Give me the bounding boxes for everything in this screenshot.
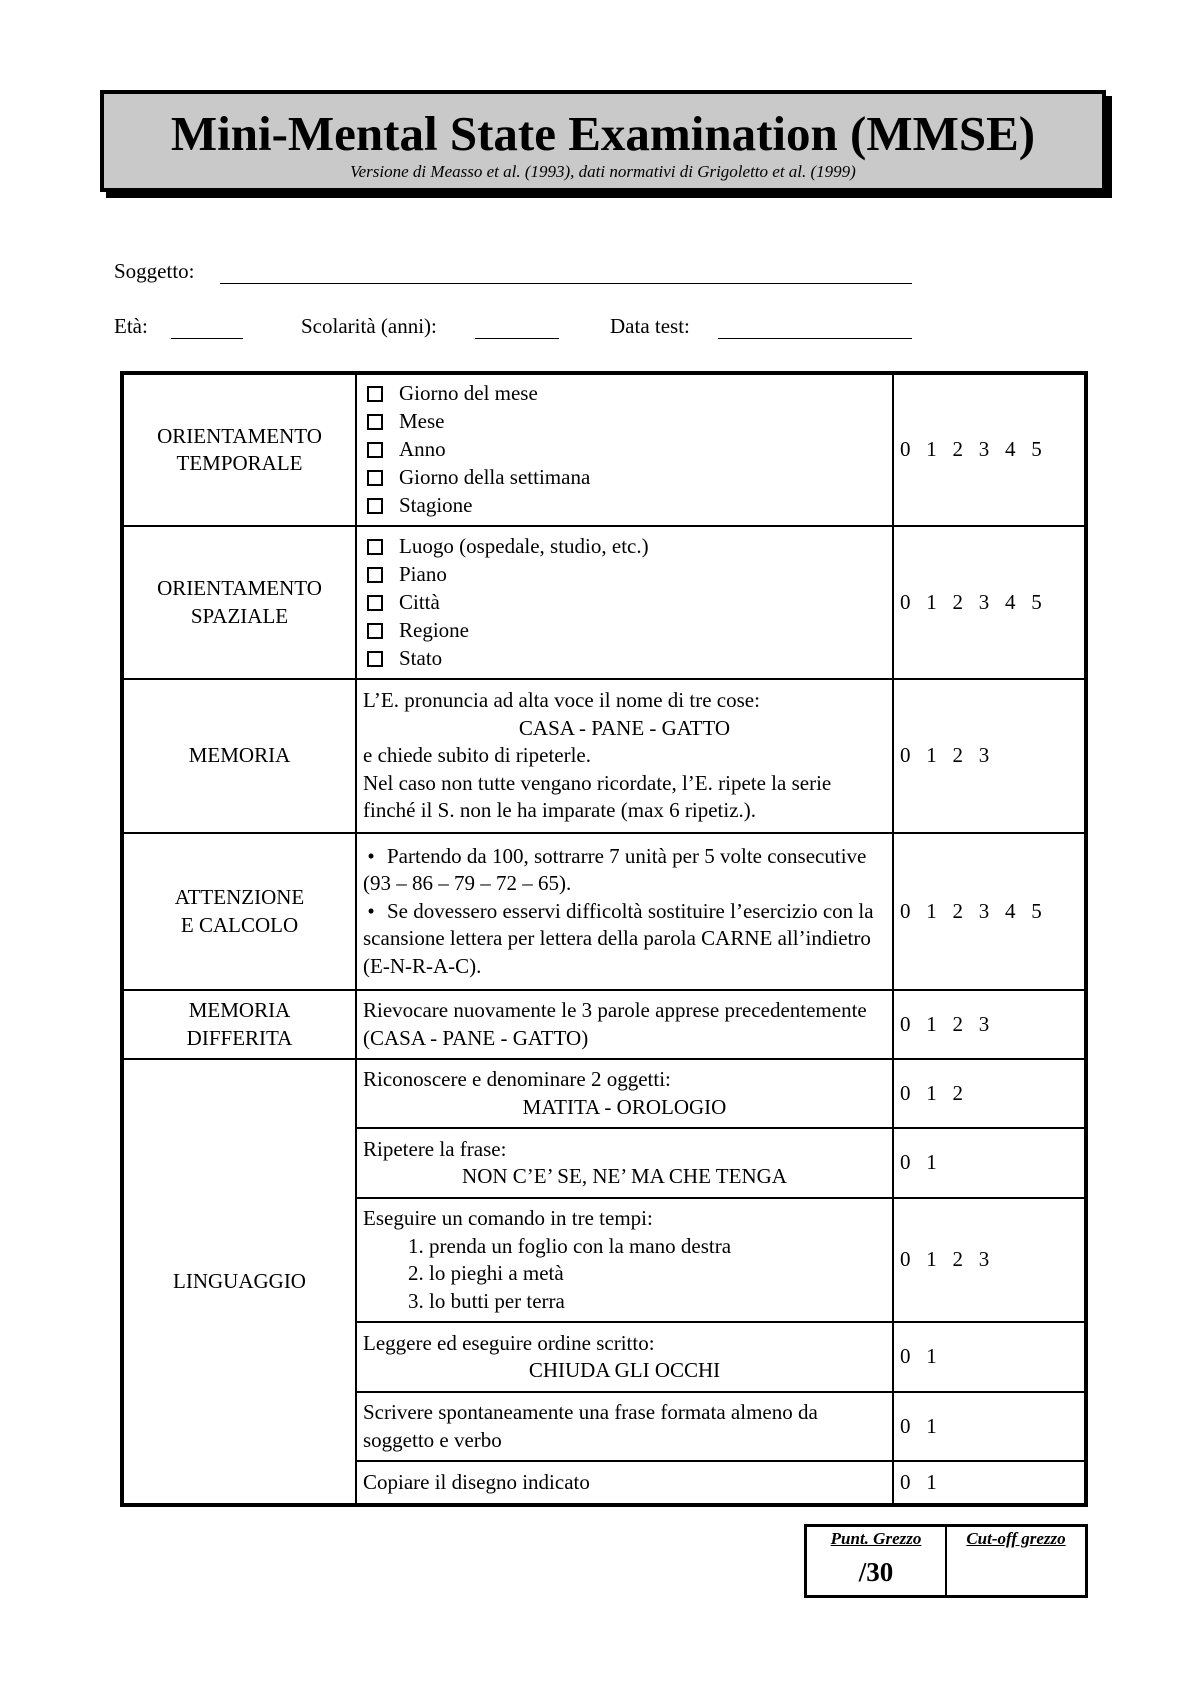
row-orientamento-spaziale [122, 526, 1086, 679]
description-cell [356, 373, 893, 526]
soggetto-field[interactable] [220, 283, 912, 284]
category-label: DIFFERITA [186, 1025, 293, 1050]
page-subtitle: Versione di Measso et al. (1993), dati normativi di Grigoletto et al. (1999) [350, 162, 856, 181]
stimulus-phrase: NON C’E’ SE, NE’ MA CHE TENGA [462, 1164, 787, 1188]
bullet-item [363, 898, 886, 981]
score-options[interactable]: 0 1 [893, 1322, 1086, 1392]
instruction-text: Leggere ed eseguire ordine scritto: [363, 1330, 655, 1355]
bullet-icon: • [367, 843, 375, 868]
row-memoria [122, 679, 1086, 833]
category-label: LINGUAGGIO [173, 1268, 306, 1293]
raw-score-value: /30 [858, 1557, 894, 1587]
checklist-item [363, 645, 886, 673]
checkbox[interactable] [367, 498, 383, 514]
checklist-item [363, 408, 886, 436]
checkbox[interactable] [367, 595, 383, 611]
row-orientamento-temporale [122, 373, 1086, 526]
score-options[interactable]: 0 1 2 3 [893, 1198, 1086, 1322]
score-options[interactable]: 0 1 2 3 4 5 [893, 373, 1086, 526]
stimulus-phrase: CHIUDA GLI OCCHI [528, 1358, 721, 1382]
checkbox[interactable] [367, 470, 383, 486]
checkbox[interactable] [367, 414, 383, 430]
description-cell: Scrivere spontaneamente una frase formata almeno da soggetto e verbo [356, 1392, 893, 1461]
stimulus-words: CASA - PANE - GATTO [518, 715, 731, 740]
checkbox[interactable] [367, 442, 383, 458]
checklist-item-label: Mese [399, 409, 445, 434]
raw-score-label: Punt. Grezzo [830, 1529, 922, 1548]
instruction-text: L’E. pronuncia ad alta voce il nome di tre cose: [363, 688, 760, 713]
score-options[interactable]: 0 1 [893, 1461, 1086, 1505]
description-cell [356, 1322, 893, 1392]
description-cell [356, 1128, 893, 1198]
mmse-table [120, 371, 1088, 1507]
checkbox[interactable] [367, 623, 383, 639]
checklist-item [363, 533, 886, 561]
category-label: TEMPORALE [176, 451, 303, 475]
category-cell [122, 833, 356, 990]
bullet-icon: • [367, 898, 375, 923]
score-options[interactable]: 0 1 2 3 [893, 679, 1086, 833]
bullet-item [363, 843, 886, 898]
numbered-step: 1. prenda un foglio con la mano destra [408, 1233, 732, 1258]
soggetto-label: Soggetto: [114, 259, 195, 283]
checklist-item-label: Regione [399, 617, 469, 642]
checkbox[interactable] [367, 386, 383, 402]
bullet-item-text: Partendo da 100, sottrarre 7 unità per 5 volte consecutive (93 – 86 – 79 – 72 – 65). [363, 843, 867, 896]
score-options[interactable]: 0 1 2 3 4 5 [893, 526, 1086, 679]
data-test-label: Data test: [610, 314, 690, 338]
description-cell [356, 526, 893, 679]
cutoff-cell[interactable] [946, 1526, 1087, 1597]
score-options[interactable]: 0 1 [893, 1128, 1086, 1198]
stimulus-words: MATITA - OROLOGIO [522, 1094, 727, 1119]
row-attenzione-calcolo [122, 833, 1086, 990]
eta-label: Età: [114, 314, 148, 338]
numbered-step: 2. lo pieghi a metà [408, 1261, 564, 1285]
scolarita-field[interactable] [475, 338, 559, 339]
checklist-item-label: Luogo (ospedale, studio, etc.) [399, 533, 649, 558]
numbered-step: 3. lo butti per terra [408, 1288, 565, 1313]
description-cell: Copiare il disegno indicato [356, 1461, 893, 1505]
description-cell: Rievocare nuovamente le 3 parole apprese precedentemente (CASA - PANE - GATTO) [356, 990, 893, 1059]
checklist-item [363, 492, 886, 520]
category-cell [122, 526, 356, 679]
checklist-item-label: Anno [399, 437, 446, 462]
score-options[interactable]: 0 1 2 [893, 1059, 1086, 1128]
category-label: SPAZIALE [190, 603, 289, 628]
description-cell [356, 679, 893, 833]
row-memoria-differita [122, 990, 1086, 1059]
checklist-item [363, 561, 886, 589]
page-title: Mini-Mental State Examination (MMSE) [170, 106, 1036, 161]
instruction-text: e chiede subito di ripeterle. [363, 743, 591, 768]
scolarita-label: Scolarità (anni): [301, 314, 437, 338]
cutoff-label: Cut-off grezzo [966, 1529, 1066, 1548]
score-options[interactable]: 0 1 [893, 1392, 1086, 1461]
description-cell [356, 1198, 893, 1322]
checkbox[interactable] [367, 539, 383, 555]
row-linguaggio-denominare [122, 1059, 1086, 1128]
checklist-item-label: Giorno del mese [399, 381, 538, 406]
checklist-item-label: Stagione [399, 493, 473, 518]
category-label: MEMORIA [188, 998, 291, 1022]
category-label: ATTENZIONE [174, 885, 305, 909]
category-cell [122, 679, 356, 833]
instruction-text: Nel caso non tutte vengano ricordate, l’E. ripete la serie finché il S. non le ha imparate (max 6 ripetiz.). [363, 770, 832, 823]
checklist-item [363, 617, 886, 645]
instruction-text: Eseguire un comando in tre tempi: [363, 1206, 653, 1230]
checklist-item [363, 589, 886, 617]
checklist-item-label: Piano [399, 561, 447, 586]
checkbox[interactable] [367, 567, 383, 583]
title-box [100, 90, 1106, 192]
description-cell [356, 833, 893, 990]
checklist-item [363, 464, 886, 492]
category-label: ORIENTAMENTO [157, 576, 322, 600]
eta-field[interactable] [171, 338, 243, 339]
instruction-text: Riconoscere e denominare 2 oggetti: [363, 1067, 671, 1091]
data-test-field[interactable] [718, 338, 912, 339]
score-options[interactable]: 0 1 2 3 4 5 [893, 833, 1086, 990]
checklist-item [363, 380, 886, 408]
checklist-item-label: Città [399, 589, 440, 614]
checklist-item [363, 436, 886, 464]
checklist-item-label: Giorno della settimana [399, 465, 591, 490]
raw-score-cell[interactable] [806, 1526, 947, 1597]
category-cell [122, 990, 356, 1059]
description-cell [356, 1059, 893, 1128]
category-label: MEMORIA [188, 743, 291, 768]
category-cell [122, 373, 356, 526]
category-label: E CALCOLO [180, 912, 299, 937]
checklist-item-label: Stato [399, 645, 443, 670]
bullet-item-text: Se dovessero esservi difficoltà sostituire l’esercizio con la scansione lettera per lettera della parola CARNE all’indietro (E-N-R-A-C). [363, 898, 874, 978]
totals-table [804, 1524, 1088, 1598]
category-cell [122, 1059, 356, 1505]
instruction-text: Ripetere la frase: [363, 1136, 507, 1161]
checkbox[interactable] [367, 651, 383, 667]
score-options[interactable]: 0 1 2 3 [893, 990, 1086, 1059]
category-label: ORIENTAMENTO [157, 423, 322, 448]
